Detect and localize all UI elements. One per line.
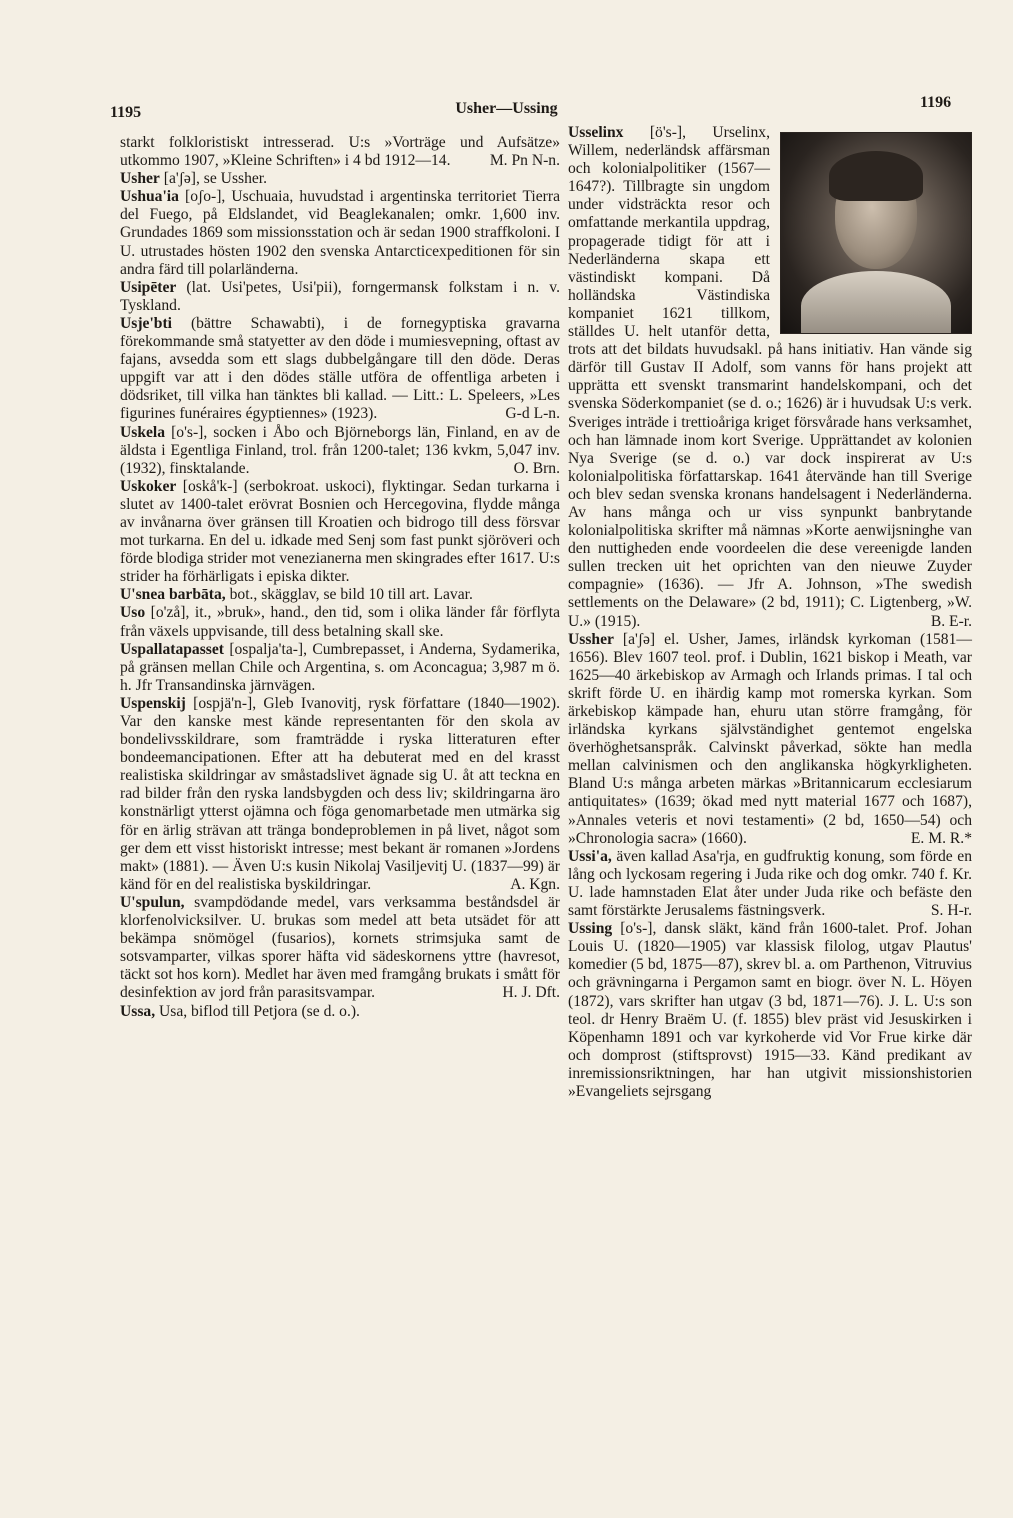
entry-ussing: Ussing [o's-], dansk släkt, känd från 1600-talet. Prof. Johan Louis U. (1820—1905) var klassisk filolog, utgav Plautus' komedier (5 bd, 1875—87), skrev bl. a. om Parthenon, Vitruvius och grävningarna i Pergamon samt en biogr. över N. L. Höyen (1872), vars skrifter han utgav (3 bd, 1871—76). J. L. U:s son teol. dr Henry Braëm U. (f. 1855) blev präst vid Jesuskirken i Köpenhamn 1891 och var kyrkoherde vid Vor Frue kirke där och domprost (stiftsprovst) 1915—33. Känd predikant av inremissionsriktningen, har han utgivit missionshistorien »Evangeliets sejrsgang <box>568 920 972 1100</box>
entry-uspallatapasset: Uspallatapasset [ospalja'ta-], Cumbrepasset, i Anderna, Sydamerika, på gränsen mellan Chile och Argentina, s. om Aconcagua; 3,987 m ö. h. Jfr Transandinska järnvägen. <box>120 640 560 694</box>
entry-ussa: Ussa, Usa, biflod till Petjora (se d. o.). <box>120 1002 360 1020</box>
entry-usher: Usher [a'ʃə], se Ussher. <box>120 170 268 188</box>
entry-usnea: U'snea barbāta, bot., skägglav, se bild 10 till art. Lavar. <box>120 586 473 604</box>
left-column <box>120 134 560 1021</box>
right-column <box>568 124 972 1101</box>
page-number-right: 1196 <box>920 94 952 111</box>
entry-usjebti: Usje'bti (bättre Schawabti), i de fornegyptiska gravarna förekommande små statyetter av den döde i mumiesvepning, oftast av fajans, avsedda som ett slags dubbelgångare till den döde. Deras uppgift var att i den dödes ställe utföra de offentliga arbeten i dödsriket, till vilka han tänktes bli kallad. — Litt.: L. Speleers, »Les figurines funéraires égyptiennes» (1923). G-d L-n. <box>120 314 560 423</box>
entry-usselinx: Usselinx [ö's-], Urselinx, Willem, nederländsk affärsman och kolonialpolitiker (1567—1647?). Tillbragte sin ungdom under vidsträckta resor och omfattande merkantila uppdrag, propagerade tidigt för att i Nederländerna skapa ett västindiskt kompani. Då holländska Västindiska kompaniet 1621 tillkom, ställdes U. helt utanför detta, trots att det bildats huvudsakl. på hans initiativ. Han vände sig därför till Gustav II Adolf, som vanns för hans projekt att upprätta ett svenskt transmarint handelskompani, och det svenska Söderkompaniet (se d. o.; 1626) är i huvudsak U:s verk. Sveriges inträde i trettioåriga kriget försvårade hans verksamhet, och han lämnade inom kort Sverige. Upprättandet av kolonien Nya Sverige (se d. o.) var dock inspirerat av U:s kolonialpolitiska författarskap. 1641 återvände han till Sverige och blev sedan svenska kronans handelsagent i Nederländerna. Av hans många och ur viss synpunkt banbrytande kolonialpolitiska skrifter må nämnas »Korte aenwijsninghe van den nuttigheden ende voordeelen die dese vereenigde landen sullen trecken uit het oprichten van den nieuwe Zuyder compagnie» (1636). — Jfr A. Johnson, »The swedish settlements on the Delaware» (2 bd, 1911); C. Ligtenberg, »W. U.» (1915). B. E-r. <box>568 124 972 630</box>
entry-uskoker: Uskoker [oskå'k-] (serbokroat. uskoci), flyktingar. Sedan turkarna i slutet av 1400-talet erövrat Bosnien och Hercegovina, flydde många av invånarna över gränsen till Kroatien och bidrogo till dess försvar mot turkarna. En del u. idkade med Senj som fast punkt sjöröveri och förde blodiga strider mot venezianerna men skingrades efter 1617. U:s strider ha förhärligats i episka dikter. <box>120 477 560 586</box>
portrait-collar <box>801 271 951 334</box>
entry-ussia: Ussi'a, även kallad Asa'rja, en gudfruktig konung, som förde en lång och lyckosam regering i Juda rike och dog omkr. 740 f. Kr. U. lade hamnstaden Elat åter under Juda rike och befäste den samt förstärkte Jerusalems fästningsverk. S. H-r. <box>568 847 972 920</box>
entry-ussher: Ussher [a'ʃə] el. Usher, James, irländsk kyrkoman (1581—1656). Blev 1607 teol. prof. i Dublin, 1621 biskop i Meath, var 1625—40 ärkebiskop av Armagh och Irlands primas. I tal och skrift förde U. en ihärdig kamp mot romerska kyrkan. Som ärkebiskop kämpade han, ehuru utan större framgång, för irländska kyrkans självständighet gentemot engelska överhöghetsanspråk. Calvinskt påverkad, sökte han medla mellan calvinismen och den anglikanska högkyrkligheten. Bland U:s många arbeten märkas »Britannicarum ecclesiarum antiquitates» (1639; ökad med nytt material 1677 och 1687), »Annales veteris et novi testamenti» (2 bd, 1650—54) och »Chronologia sacra» (1660). E. M. R.* <box>568 630 972 847</box>
running-head: Usher—Ussing <box>455 100 558 117</box>
entry-continuation: starkt folkloristiskt intresserad. U:s »Vorträge und Aufsätze» utkommo 1907, »Kleine Schriften» i 4 bd 1912—14. M. Pn N-n. <box>120 134 560 170</box>
entry-uskela: Uskela [o's-], socken i Åbo och Björneborgs län, Finland, en av de äldsta i Egentliga Finland, trol. från 1200-talet; 136 kvkm, 5,047 inv. (1932), finsktalande. O. Brn. <box>120 423 560 477</box>
entry-uso: Uso [o'zå], it., »bruk», hand., den tid, som i olika länder får förflyta från växels uppvisande, till dess betalning skall ske. <box>120 604 561 640</box>
portrait-hair <box>829 151 923 201</box>
page-number-left: 1195 <box>110 104 142 121</box>
portrait-image <box>780 132 972 334</box>
entry-usipeter: Usipēter (lat. Usi'petes, Usi'pii), forngermansk folkstam i n. v. Tyskland. <box>120 278 560 314</box>
entry-uspulun: U'spulun, svampdödande medel, vars verksamma beståndsdel är klorfenolvicksilver. U. brukas som medel att beta utsädet för att bekämpa snömögel (fusarios), kornets strimsjuka samt de sotsvamparter, vilkas sporer häfta vid sädeskornens yttre (havresot, täckt sot hos korn). Medlet har även med framgång brukats i smått för desinfektion av jord från parasitsvampar. H. J. Dft. <box>120 893 560 1002</box>
entry-ushuaia: Ushua'ia [oʃo-], Uschuaia, huvudstad i argentinska territoriet Tierra del Fuego, på Eldslandet, vid Beaglekanalen; omkr. 1,600 inv. Grundades 1869 som missionsstation och är sedan 1900 straffkoloni. I U. utrustades hösten 1902 den svenska Antarcticexpeditionen för sin andra färd till polarländerna. <box>120 188 560 278</box>
entry-uspenskij: Uspenskij [ospjä'n-], Gleb Ivanovitj, rysk författare (1840—1902). Var den kanske mest kände representanten för den skola av bondelivsskildrare, som framträdde i ryska litteraturen efter bondeemancipationen. Efter att ha debuterat med en del krasst realistiska skildringar av småstadslivet ägnade sig U. åt att teckna en rad bilder från den ryska landsbygden och dess liv; skildringarna äro konstnärligt ytterst ojämna och föga genomarbetade men utmärka sig för en ärlig strävan att tränga bondeproblemen in på livet, något som ger dem ett visst historiskt intresse; mest bekant är romanen »Jordens makt» (1881). — Även U:s kusin Nikolaj Vasiljevitj U. (1837—99) är känd för en del realistiska byskildringar. A. Kgn. <box>120 694 560 893</box>
